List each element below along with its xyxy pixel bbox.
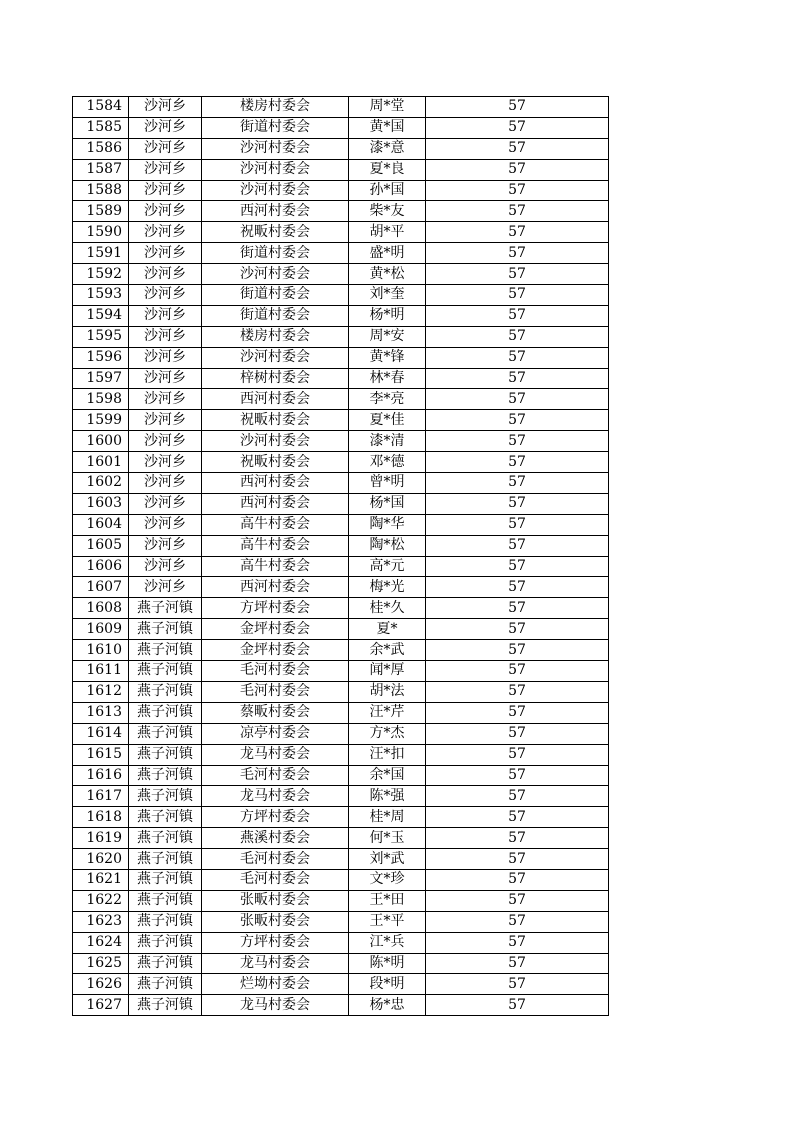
- table-row: [73, 326, 609, 347]
- person-name-cell: 闻*厚: [349, 661, 426, 682]
- person-name-cell: 孙*国: [349, 180, 426, 201]
- row-number-cell: 1623: [73, 911, 129, 932]
- table-row: [73, 180, 609, 201]
- township-cell: 沙河乡: [129, 264, 202, 285]
- person-name-cell: 江*兵: [349, 932, 426, 953]
- village-committee-cell: 毛河村委会: [202, 681, 349, 702]
- village-committee-cell: 沙河村委会: [202, 138, 349, 159]
- village-committee-cell: 张畈村委会: [202, 890, 349, 911]
- village-committee-cell: 方坪村委会: [202, 807, 349, 828]
- row-number-cell: 1605: [73, 535, 129, 556]
- amount-cell: 57: [426, 347, 609, 368]
- person-name-cell: 漆*清: [349, 431, 426, 452]
- township-cell: 沙河乡: [129, 452, 202, 473]
- amount-cell: 57: [426, 285, 609, 306]
- township-cell: 沙河乡: [129, 201, 202, 222]
- row-number-cell: 1595: [73, 326, 129, 347]
- village-committee-cell: 高牛村委会: [202, 556, 349, 577]
- township-cell: 沙河乡: [129, 138, 202, 159]
- amount-cell: 57: [426, 828, 609, 849]
- row-number-cell: 1602: [73, 473, 129, 494]
- amount-cell: 57: [426, 326, 609, 347]
- row-number-cell: 1598: [73, 389, 129, 410]
- person-name-cell: 杨*忠: [349, 995, 426, 1016]
- person-name-cell: 夏*: [349, 619, 426, 640]
- row-number-cell: 1590: [73, 222, 129, 243]
- table-row: [73, 117, 609, 138]
- table-row: [73, 535, 609, 556]
- township-cell: 燕子河镇: [129, 869, 202, 890]
- amount-cell: 57: [426, 493, 609, 514]
- village-committee-cell: 金坪村委会: [202, 640, 349, 661]
- village-committee-cell: 毛河村委会: [202, 869, 349, 890]
- table-row: [73, 410, 609, 431]
- table-row: [73, 556, 609, 577]
- person-name-cell: 陶*松: [349, 535, 426, 556]
- table-row: [73, 702, 609, 723]
- table-row: [73, 995, 609, 1016]
- person-name-cell: 李*亮: [349, 389, 426, 410]
- township-cell: 燕子河镇: [129, 681, 202, 702]
- township-cell: 沙河乡: [129, 368, 202, 389]
- township-cell: 燕子河镇: [129, 598, 202, 619]
- village-committee-cell: 燕溪村委会: [202, 828, 349, 849]
- township-cell: 沙河乡: [129, 117, 202, 138]
- village-committee-cell: 祝畈村委会: [202, 410, 349, 431]
- amount-cell: 57: [426, 744, 609, 765]
- row-number-cell: 1596: [73, 347, 129, 368]
- table-row: [73, 953, 609, 974]
- village-committee-cell: 毛河村委会: [202, 661, 349, 682]
- row-number-cell: 1616: [73, 765, 129, 786]
- person-name-cell: 黄*国: [349, 117, 426, 138]
- village-committee-cell: 梓树村委会: [202, 368, 349, 389]
- village-committee-cell: 西河村委会: [202, 473, 349, 494]
- township-cell: 燕子河镇: [129, 765, 202, 786]
- amount-cell: 57: [426, 389, 609, 410]
- village-committee-cell: 方坪村委会: [202, 932, 349, 953]
- table-row: [73, 932, 609, 953]
- township-cell: 沙河乡: [129, 431, 202, 452]
- person-name-cell: 林*春: [349, 368, 426, 389]
- table-row: [73, 493, 609, 514]
- row-number-cell: 1601: [73, 452, 129, 473]
- amount-cell: 57: [426, 702, 609, 723]
- table-row: [73, 97, 609, 118]
- subsidy-table: [72, 96, 609, 1016]
- village-committee-cell: 龙马村委会: [202, 953, 349, 974]
- row-number-cell: 1627: [73, 995, 129, 1016]
- township-cell: 沙河乡: [129, 222, 202, 243]
- row-number-cell: 1626: [73, 974, 129, 995]
- person-name-cell: 胡*平: [349, 222, 426, 243]
- row-number-cell: 1624: [73, 932, 129, 953]
- table-body: [73, 97, 609, 1016]
- table-row: [73, 159, 609, 180]
- amount-cell: 57: [426, 243, 609, 264]
- township-cell: 沙河乡: [129, 514, 202, 535]
- person-name-cell: 杨*国: [349, 493, 426, 514]
- amount-cell: 57: [426, 222, 609, 243]
- person-name-cell: 柴*友: [349, 201, 426, 222]
- person-name-cell: 文*珍: [349, 869, 426, 890]
- village-committee-cell: 沙河村委会: [202, 159, 349, 180]
- amount-cell: 57: [426, 598, 609, 619]
- amount-cell: 57: [426, 995, 609, 1016]
- village-committee-cell: 龙马村委会: [202, 744, 349, 765]
- township-cell: 沙河乡: [129, 473, 202, 494]
- amount-cell: 57: [426, 117, 609, 138]
- table-row: [73, 890, 609, 911]
- township-cell: 沙河乡: [129, 159, 202, 180]
- village-committee-cell: 街道村委会: [202, 243, 349, 264]
- amount-cell: 57: [426, 410, 609, 431]
- village-committee-cell: 沙河村委会: [202, 347, 349, 368]
- township-cell: 燕子河镇: [129, 744, 202, 765]
- row-number-cell: 1619: [73, 828, 129, 849]
- row-number-cell: 1599: [73, 410, 129, 431]
- table-row: [73, 389, 609, 410]
- person-name-cell: 陈*明: [349, 953, 426, 974]
- table-row: [73, 243, 609, 264]
- table-row: [73, 681, 609, 702]
- township-cell: 沙河乡: [129, 243, 202, 264]
- table-row: [73, 869, 609, 890]
- township-cell: 燕子河镇: [129, 640, 202, 661]
- row-number-cell: 1607: [73, 577, 129, 598]
- village-committee-cell: 龙马村委会: [202, 995, 349, 1016]
- row-number-cell: 1594: [73, 305, 129, 326]
- person-name-cell: 夏*良: [349, 159, 426, 180]
- row-number-cell: 1587: [73, 159, 129, 180]
- township-cell: 燕子河镇: [129, 702, 202, 723]
- amount-cell: 57: [426, 264, 609, 285]
- person-name-cell: 汪*芹: [349, 702, 426, 723]
- village-committee-cell: 龙马村委会: [202, 786, 349, 807]
- person-name-cell: 何*玉: [349, 828, 426, 849]
- village-committee-cell: 街道村委会: [202, 285, 349, 306]
- township-cell: 沙河乡: [129, 389, 202, 410]
- row-number-cell: 1600: [73, 431, 129, 452]
- table-row: [73, 514, 609, 535]
- row-number-cell: 1612: [73, 681, 129, 702]
- row-number-cell: 1608: [73, 598, 129, 619]
- township-cell: 燕子河镇: [129, 932, 202, 953]
- amount-cell: 57: [426, 97, 609, 118]
- person-name-cell: 桂*周: [349, 807, 426, 828]
- row-number-cell: 1606: [73, 556, 129, 577]
- table-row: [73, 765, 609, 786]
- table-row: [73, 828, 609, 849]
- village-committee-cell: 凉亭村委会: [202, 723, 349, 744]
- person-name-cell: 胡*法: [349, 681, 426, 702]
- amount-cell: 57: [426, 807, 609, 828]
- person-name-cell: 方*杰: [349, 723, 426, 744]
- township-cell: 燕子河镇: [129, 995, 202, 1016]
- row-number-cell: 1609: [73, 619, 129, 640]
- amount-cell: 57: [426, 849, 609, 870]
- amount-cell: 57: [426, 305, 609, 326]
- person-name-cell: 段*明: [349, 974, 426, 995]
- amount-cell: 57: [426, 138, 609, 159]
- table-row: [73, 619, 609, 640]
- person-name-cell: 刘*奎: [349, 285, 426, 306]
- person-name-cell: 邓*德: [349, 452, 426, 473]
- township-cell: 燕子河镇: [129, 619, 202, 640]
- amount-cell: 57: [426, 159, 609, 180]
- amount-cell: 57: [426, 661, 609, 682]
- table-row: [73, 473, 609, 494]
- table-row: [73, 305, 609, 326]
- township-cell: 燕子河镇: [129, 849, 202, 870]
- amount-cell: 57: [426, 473, 609, 494]
- row-number-cell: 1622: [73, 890, 129, 911]
- table-row: [73, 744, 609, 765]
- township-cell: 燕子河镇: [129, 828, 202, 849]
- village-committee-cell: 方坪村委会: [202, 598, 349, 619]
- township-cell: 沙河乡: [129, 556, 202, 577]
- row-number-cell: 1617: [73, 786, 129, 807]
- row-number-cell: 1611: [73, 661, 129, 682]
- row-number-cell: 1593: [73, 285, 129, 306]
- row-number-cell: 1620: [73, 849, 129, 870]
- amount-cell: 57: [426, 514, 609, 535]
- person-name-cell: 桂*久: [349, 598, 426, 619]
- table-row: [73, 368, 609, 389]
- table-row: [73, 807, 609, 828]
- table-row: [73, 138, 609, 159]
- amount-cell: 57: [426, 431, 609, 452]
- village-committee-cell: 毛河村委会: [202, 765, 349, 786]
- village-committee-cell: 沙河村委会: [202, 264, 349, 285]
- table-row: [73, 264, 609, 285]
- row-number-cell: 1586: [73, 138, 129, 159]
- row-number-cell: 1613: [73, 702, 129, 723]
- amount-cell: 57: [426, 932, 609, 953]
- township-cell: 燕子河镇: [129, 807, 202, 828]
- table-row: [73, 285, 609, 306]
- township-cell: 燕子河镇: [129, 723, 202, 744]
- table-row: [73, 640, 609, 661]
- township-cell: 燕子河镇: [129, 953, 202, 974]
- township-cell: 沙河乡: [129, 180, 202, 201]
- person-name-cell: 王*平: [349, 911, 426, 932]
- person-name-cell: 黄*锋: [349, 347, 426, 368]
- row-number-cell: 1592: [73, 264, 129, 285]
- person-name-cell: 刘*武: [349, 849, 426, 870]
- township-cell: 燕子河镇: [129, 890, 202, 911]
- person-name-cell: 盛*明: [349, 243, 426, 264]
- row-number-cell: 1585: [73, 117, 129, 138]
- row-number-cell: 1610: [73, 640, 129, 661]
- row-number-cell: 1621: [73, 869, 129, 890]
- township-cell: 燕子河镇: [129, 661, 202, 682]
- row-number-cell: 1614: [73, 723, 129, 744]
- row-number-cell: 1589: [73, 201, 129, 222]
- table-row: [73, 222, 609, 243]
- township-cell: 沙河乡: [129, 97, 202, 118]
- township-cell: 沙河乡: [129, 535, 202, 556]
- table-row: [73, 786, 609, 807]
- amount-cell: 57: [426, 640, 609, 661]
- person-name-cell: 周*堂: [349, 97, 426, 118]
- person-name-cell: 余*国: [349, 765, 426, 786]
- row-number-cell: 1603: [73, 493, 129, 514]
- row-number-cell: 1618: [73, 807, 129, 828]
- table-row: [73, 974, 609, 995]
- village-committee-cell: 毛河村委会: [202, 849, 349, 870]
- person-name-cell: 汪*扣: [349, 744, 426, 765]
- person-name-cell: 黄*松: [349, 264, 426, 285]
- township-cell: 燕子河镇: [129, 974, 202, 995]
- village-committee-cell: 金坪村委会: [202, 619, 349, 640]
- township-cell: 燕子河镇: [129, 786, 202, 807]
- table-row: [73, 661, 609, 682]
- township-cell: 沙河乡: [129, 285, 202, 306]
- amount-cell: 57: [426, 619, 609, 640]
- amount-cell: 57: [426, 974, 609, 995]
- amount-cell: 57: [426, 953, 609, 974]
- row-number-cell: 1604: [73, 514, 129, 535]
- township-cell: 燕子河镇: [129, 911, 202, 932]
- village-committee-cell: 烂坳村委会: [202, 974, 349, 995]
- person-name-cell: 梅*光: [349, 577, 426, 598]
- township-cell: 沙河乡: [129, 326, 202, 347]
- amount-cell: 57: [426, 765, 609, 786]
- row-number-cell: 1625: [73, 953, 129, 974]
- table-row: [73, 452, 609, 473]
- township-cell: 沙河乡: [129, 493, 202, 514]
- village-committee-cell: 楼房村委会: [202, 97, 349, 118]
- village-committee-cell: 祝畈村委会: [202, 452, 349, 473]
- village-committee-cell: 祝畈村委会: [202, 222, 349, 243]
- village-committee-cell: 西河村委会: [202, 201, 349, 222]
- row-number-cell: 1584: [73, 97, 129, 118]
- person-name-cell: 陈*强: [349, 786, 426, 807]
- village-committee-cell: 街道村委会: [202, 305, 349, 326]
- table-row: [73, 723, 609, 744]
- table-row: [73, 911, 609, 932]
- village-committee-cell: 楼房村委会: [202, 326, 349, 347]
- table-row: [73, 347, 609, 368]
- amount-cell: 57: [426, 368, 609, 389]
- amount-cell: 57: [426, 452, 609, 473]
- person-name-cell: 杨*明: [349, 305, 426, 326]
- row-number-cell: 1615: [73, 744, 129, 765]
- amount-cell: 57: [426, 786, 609, 807]
- village-committee-cell: 蔡畈村委会: [202, 702, 349, 723]
- table-row: [73, 598, 609, 619]
- village-committee-cell: 沙河村委会: [202, 180, 349, 201]
- row-number-cell: 1591: [73, 243, 129, 264]
- person-name-cell: 夏*佳: [349, 410, 426, 431]
- amount-cell: 57: [426, 681, 609, 702]
- village-committee-cell: 街道村委会: [202, 117, 349, 138]
- amount-cell: 57: [426, 556, 609, 577]
- table-row: [73, 849, 609, 870]
- person-name-cell: 漆*意: [349, 138, 426, 159]
- township-cell: 沙河乡: [129, 577, 202, 598]
- village-committee-cell: 西河村委会: [202, 389, 349, 410]
- person-name-cell: 周*安: [349, 326, 426, 347]
- village-committee-cell: 沙河村委会: [202, 431, 349, 452]
- amount-cell: 57: [426, 890, 609, 911]
- village-committee-cell: 高牛村委会: [202, 514, 349, 535]
- amount-cell: 57: [426, 201, 609, 222]
- township-cell: 沙河乡: [129, 305, 202, 326]
- amount-cell: 57: [426, 535, 609, 556]
- person-name-cell: 高*元: [349, 556, 426, 577]
- person-name-cell: 余*武: [349, 640, 426, 661]
- township-cell: 沙河乡: [129, 410, 202, 431]
- table-row: [73, 577, 609, 598]
- row-number-cell: 1597: [73, 368, 129, 389]
- amount-cell: 57: [426, 869, 609, 890]
- township-cell: 沙河乡: [129, 347, 202, 368]
- person-name-cell: 陶*华: [349, 514, 426, 535]
- person-name-cell: 王*田: [349, 890, 426, 911]
- amount-cell: 57: [426, 911, 609, 932]
- village-committee-cell: 西河村委会: [202, 493, 349, 514]
- table-row: [73, 431, 609, 452]
- village-committee-cell: 高牛村委会: [202, 535, 349, 556]
- person-name-cell: 曾*明: [349, 473, 426, 494]
- village-committee-cell: 张畈村委会: [202, 911, 349, 932]
- row-number-cell: 1588: [73, 180, 129, 201]
- village-committee-cell: 西河村委会: [202, 577, 349, 598]
- table-row: [73, 201, 609, 222]
- amount-cell: 57: [426, 180, 609, 201]
- amount-cell: 57: [426, 723, 609, 744]
- amount-cell: 57: [426, 577, 609, 598]
